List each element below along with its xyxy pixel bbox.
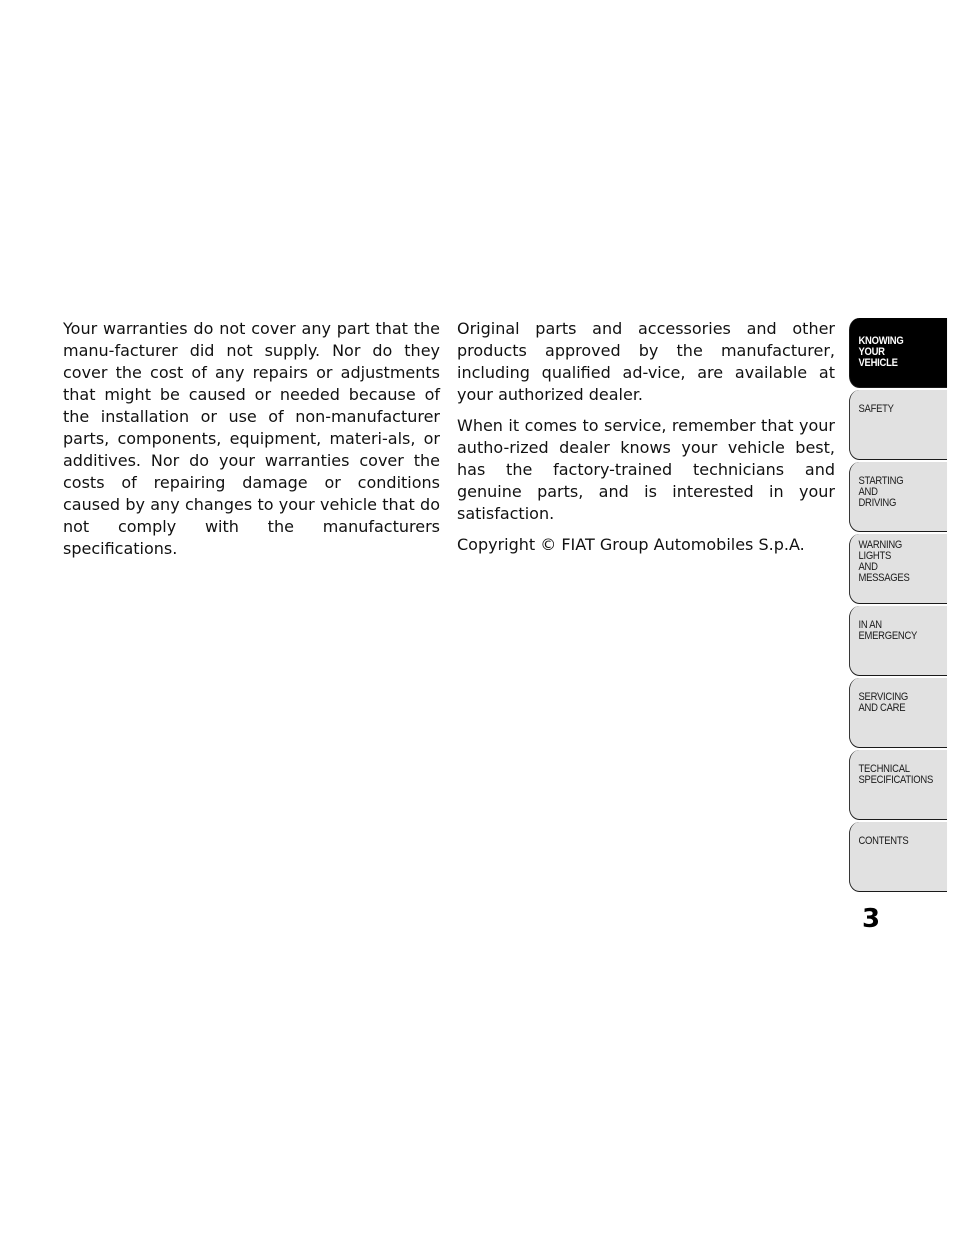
tab-warning-lights-and-messages[interactable]: WARNING LIGHTS AND MESSAGES [849,534,947,604]
service-paragraph: When it comes to service, remember that your autho-rized dealer knows your vehicle best, has the factory-trained technicians and genuine parts, and is interested in your satisfaction. [457,416,835,523]
warranty-paragraph: Your warranties do not cover any part that the manu-facturer did not supply. Nor do they cover the cost of any repairs or adjustments that might be caused or needed because of the installation or use of non-manufacturer parts, components, equipment, materi-als, or additives. Nor do your warranties cover the costs of repairing damage or conditions caused by any changes to your vehicle that do not comply with the manufacturers specifications. [63,319,440,558]
left-text-column [63,318,440,569]
original-parts-paragraph: Original parts and accessories and other products approved by the manufacturer, including qualified ad-vice, are available at your authorized dealer. [457,319,835,404]
copyright-paragraph: Copyright © FIAT Group Automobiles S.p.A. [457,535,805,554]
tab-safety[interactable]: SAFETY [849,390,947,460]
tab-knowing-your-vehicle[interactable]: KNOWING YOUR VEHICLE [849,318,947,388]
tab-technical-specifications[interactable]: TECHNICAL SPECIFICATIONS [849,750,947,820]
tab-contents[interactable]: CONTENTS [849,822,947,892]
tab-starting-and-driving[interactable]: STARTING AND DRIVING [849,462,947,532]
page-number: 3 [862,904,881,934]
right-text-column [457,318,835,565]
tab-servicing-and-care[interactable]: SERVICING AND CARE [849,678,947,748]
tab-in-an-emergency[interactable]: IN AN EMERGENCY [849,606,947,676]
section-tabs [849,318,947,894]
